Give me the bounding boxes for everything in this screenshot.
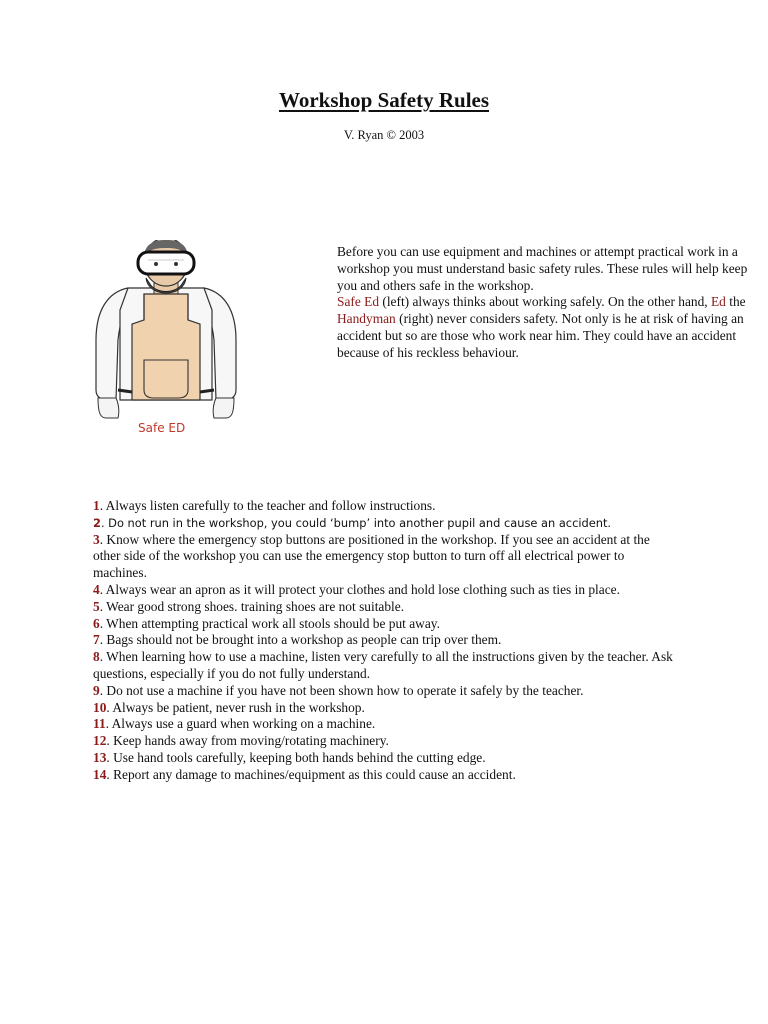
- rule-text: . Always be patient, never rush in the workshop.: [106, 699, 365, 715]
- rule-number: 9: [93, 682, 100, 698]
- intro-text-2: (left) always thinks about working safely. On the other hand,: [379, 294, 711, 310]
- safe-ed-illustration: [88, 240, 244, 440]
- rule-text: . When learning how to use a machine, listen very carefully to all the instructions given by the teacher. Ask questions, especially if you do not fully understand.: [93, 649, 673, 681]
- intro-text-3: (right) never considers safety. Not only is he at risk of having an accident but so are those who work near him. They could have an accident because of his reckless behaviour.: [337, 311, 744, 360]
- rule-number: 13: [93, 749, 107, 765]
- figure-caption: Safe ED: [138, 421, 186, 435]
- rule-number: 4: [93, 581, 100, 597]
- safe-ed-name: Safe Ed: [337, 294, 380, 310]
- rule-text: . Bags should not be brought into a workshop as people can trip over them.: [99, 632, 502, 648]
- page-title-text: Workshop Safety Rules: [278, 88, 490, 112]
- rule-item-6: [93, 616, 673, 633]
- rule-number: 6: [93, 615, 100, 631]
- author-line: V. Ryan © 2003: [343, 128, 425, 142]
- intro-paragraph: [337, 244, 768, 362]
- rule-item-3: [93, 532, 673, 582]
- rule-number: 7: [93, 632, 100, 648]
- rule-number: 14: [93, 766, 107, 782]
- rule-item-11: [93, 716, 673, 733]
- intro-text-the: the: [725, 294, 746, 310]
- rule-item-5: [93, 599, 673, 616]
- rule-item-8: [93, 649, 673, 683]
- rule-item-7: [93, 632, 673, 649]
- ed-name: Ed: [711, 294, 726, 310]
- rule-text: . Always use a guard when working on a machine.: [105, 716, 376, 732]
- rule-number: 5: [93, 598, 100, 614]
- rule-text: . When attempting practical work all stools should be put away.: [99, 615, 440, 631]
- rule-number: 1: [93, 498, 100, 513]
- safe-ed-figure: [88, 240, 244, 440]
- rule-number: 12: [93, 733, 107, 749]
- rule-text: . Know where the emergency stop buttons are positioned in the workshop. If you see an accident at the other side of the workshop you can use the emergency stop button to turn off all electrical power to machines.: [93, 531, 650, 581]
- rule-text: . Keep hands away from moving/rotating machinery.: [106, 733, 389, 749]
- rule-number: 11: [93, 716, 106, 732]
- rule-item-13: [93, 750, 673, 767]
- rule-number: 2: [93, 515, 101, 530]
- rule-item-9: [93, 683, 673, 700]
- rule-number: 3: [93, 531, 100, 547]
- rule-text: . Use hand tools carefully, keeping both hands behind the cutting edge.: [106, 749, 486, 765]
- rule-item-10: [93, 700, 673, 717]
- rule-text: . Always listen carefully to the teacher and follow instructions.: [99, 498, 436, 513]
- rule-number: 8: [93, 649, 100, 665]
- intro-text-1: Before you can use equipment and machines or attempt practical work in a workshop you must understand basic safety rules. These rules will help keep you and others safe in the workshop.: [337, 244, 748, 293]
- rule-text: . Report any damage to machines/equipment as this could cause an accident.: [106, 766, 516, 782]
- rule-item-2: [93, 515, 673, 532]
- rule-item-4: [93, 582, 673, 599]
- rule-text: . Always wear an apron as it will protect your clothes and hold lose clothing such as ties in place.: [99, 581, 620, 597]
- rule-text: . Wear good strong shoes. training shoes are not suitable.: [99, 598, 405, 614]
- page-title: [0, 88, 768, 113]
- rule-text: . Do not run in the workshop, you could ‘bump’ into another pupil and cause an accident.: [100, 515, 612, 530]
- handyman-name: Handyman: [337, 311, 396, 327]
- rule-text: . Do not use a machine if you have not been shown how to operate it safely by the teacher.: [99, 682, 584, 698]
- safety-rules-list: [93, 498, 673, 784]
- rule-item-1: [93, 498, 673, 515]
- rule-item-14: [93, 767, 673, 784]
- rule-item-12: [93, 733, 673, 750]
- rule-number: 10: [93, 699, 107, 715]
